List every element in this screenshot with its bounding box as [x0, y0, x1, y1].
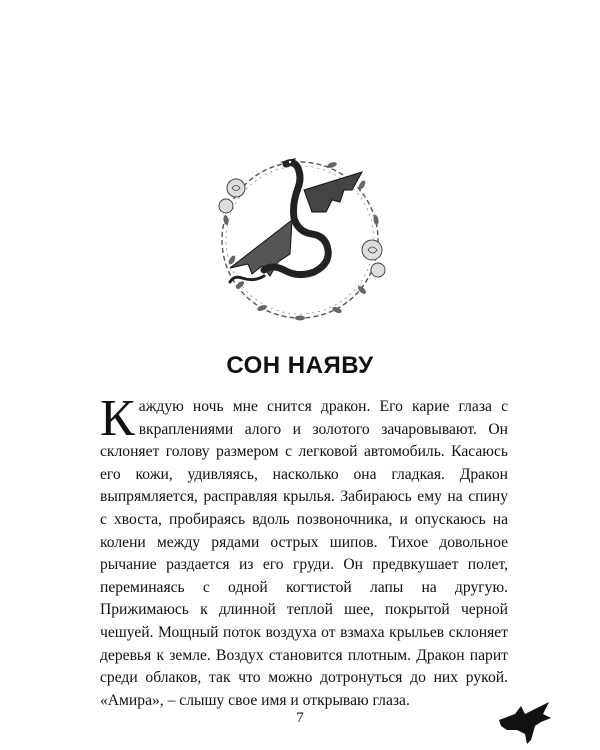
chapter-body [100, 390, 508, 712]
chapter-body-text: аждую ночь мне снится дракон. Его карие глаза с вкраплениями алого и золотого зачаровывают. Он склоняет голову размером с легковой автомобиль. Касаюсь его кожи, удивляясь, насколько она гладкая. Дракон выпрямляется, расправляя крылья. Забираюсь ему на спину с хвоста, пробираясь вдоль позвоночника, и опускаюсь на колени между рядами острых шипов. Тихое довольное рычание раздается из его груди. Он предвкушает полет, переминаясь с одной когтистой лапы на другую. Прижимаюсь к длинной теплой шее, покрытой черной чешуей. Мощный поток воздуха от взмаха крыльев склоняет деревья к земле. Воздух становится плотным. Дракон парит среди облаков, так что можно дотронуться до них рукой. «Амира», – слышу свое имя и открываю глаза. [100, 398, 508, 709]
dragon-silhouette-icon [497, 700, 553, 746]
page-number: 7 [296, 710, 304, 726]
dragon-wreath-emblem-icon [212, 150, 388, 326]
chapter-title: СОН НАЯВУ [226, 352, 374, 379]
drop-cap: К [100, 390, 135, 447]
